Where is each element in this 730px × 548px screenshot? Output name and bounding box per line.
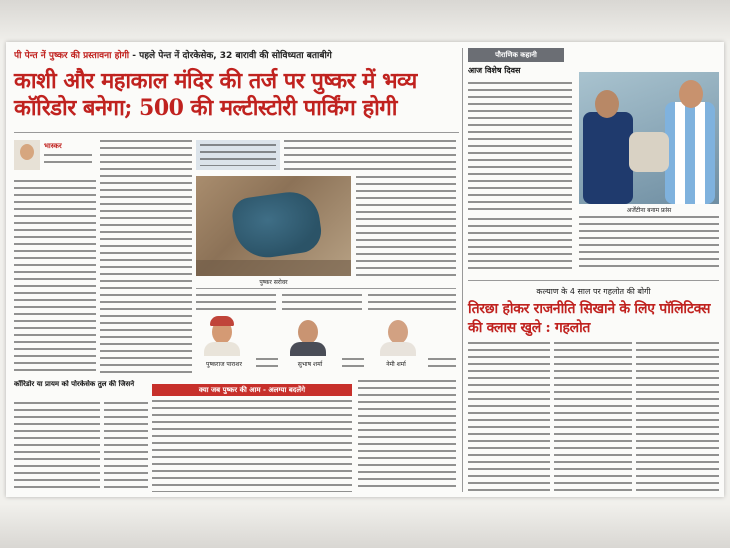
- portrait-label-2: सुभाष शर्मा: [297, 361, 323, 368]
- mid-right-text: [358, 380, 456, 492]
- right-column-text-2: [579, 216, 719, 270]
- bottom-right-text-3: [636, 342, 719, 492]
- kicker-red: पी पेन्त नें पुष्कर की प्रस्तावना होगी: [14, 51, 130, 61]
- newspaper-page: [6, 42, 724, 497]
- column-divider: [462, 48, 463, 492]
- mid-section-text: [152, 400, 352, 492]
- right-greybox: पौराणिक कहानी: [468, 48, 564, 62]
- headline-kicker: [14, 48, 459, 61]
- left-column-text-1: [14, 180, 96, 376]
- lake-caption: पुष्कर सरोवर: [259, 279, 288, 286]
- sports-photo: [579, 72, 719, 204]
- right-heading: आज विशेष दिवस: [468, 66, 521, 75]
- player-1: [583, 112, 633, 204]
- left-column-text-3: [14, 402, 100, 492]
- bottom-right-headline: तिरछा होकर राजनीति सिखाने के लिए पॉलिटिक्स की क्लास खुले : गहलोत: [468, 301, 711, 336]
- portrait-1: [202, 312, 242, 356]
- lake-water: [230, 188, 324, 261]
- portrait-3: [378, 312, 418, 356]
- reporter-label: भास्कर: [44, 142, 62, 150]
- sports-caption: अर्जेंटीना बनाम फ्रांस: [626, 207, 672, 214]
- bottom-right-kicker: कल्याण के 4 साल पर गहलोत की बोगी: [536, 287, 651, 296]
- kicker-black: - पहले पेन्त नें दोरकेसेक, 32 बारावी की सोविध्यता बताबीगे: [129, 51, 332, 61]
- left-column-text-2: [100, 140, 192, 376]
- bottom-right-text-1: [468, 342, 550, 492]
- left-subhead: कॉरिडोर या प्रायम को पोरकेसेक तुल की जिसने: [14, 380, 135, 388]
- portrait-label-1: पुष्कराज पाराशर: [206, 361, 242, 368]
- left-column-text-4: [104, 402, 148, 492]
- reporter-avatar: [14, 140, 40, 170]
- bottom-right-text-2: [554, 342, 632, 492]
- reporter-box: [14, 140, 94, 176]
- main-headline: काशी और महाकाल मंदिर की तर्ज पर पुष्कर में भव्य कॉरिडोर बनेगा; 500 की मल्टीस्टोरी पार्किंग होगी: [14, 68, 417, 121]
- player-2: [665, 102, 715, 204]
- lake-photo: [196, 176, 351, 276]
- portrait-2: [288, 312, 328, 356]
- mid-section-redbar: क्या जब पुष्कर की आम - अलग्या बदलेंगे: [152, 384, 352, 396]
- turban: [210, 316, 234, 326]
- portrait-label-3: नेमी शर्मा: [386, 361, 406, 368]
- headline-rule: [14, 132, 459, 133]
- right-column-text-3: [468, 218, 572, 270]
- info-box-2: [284, 140, 456, 170]
- right-column-text-1: [468, 82, 572, 212]
- info-box-1: [196, 140, 280, 170]
- center-column-text: [356, 176, 456, 276]
